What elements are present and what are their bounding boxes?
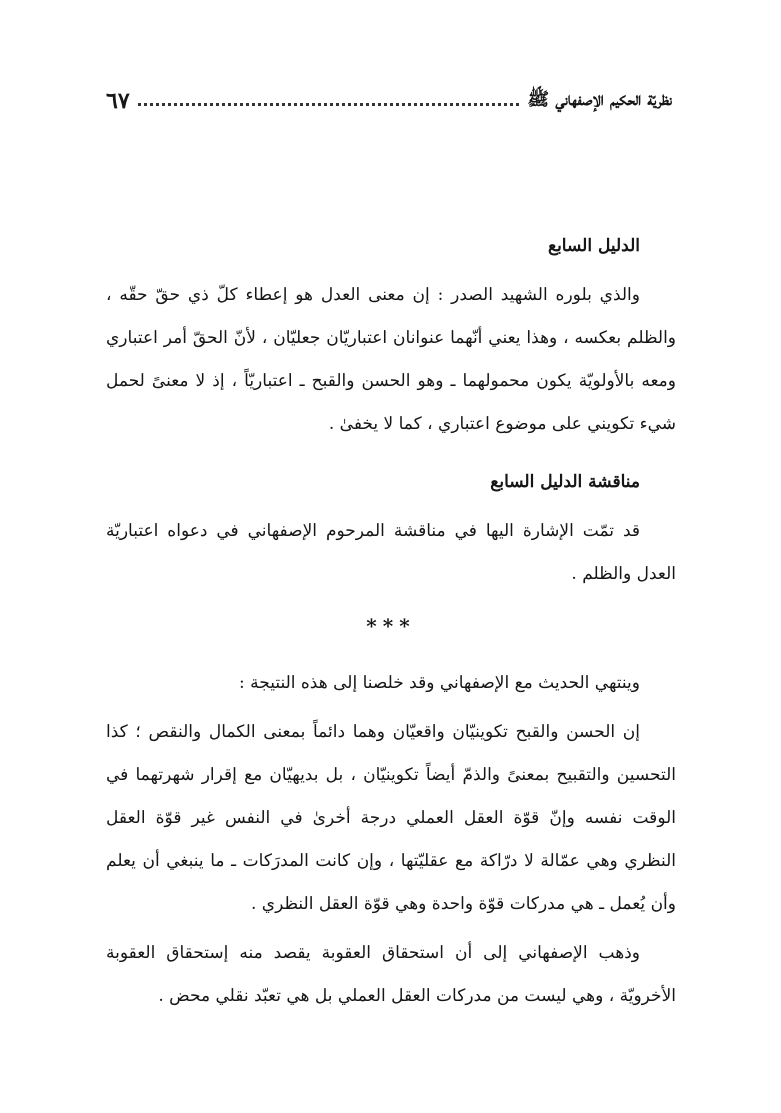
running-title: نظريّة الحكيم الإصفهاني ﷺ (527, 89, 672, 110)
conclusion-paragraph-2: وذهب الإصفهاني إلى أن استحقاق العقوبة يقصد منه إستحقاق العقوبة الأخرويّة ، وهي ليست من مدركات العقل العملي بل هي تعبّد نقلي محض . (106, 943, 676, 1006)
conclusion-intro: وينتهي الحديث مع الإصفهاني وقد خلصنا إلى هذه النتيجة : (238, 673, 640, 693)
paragraph-discussion: قد تمّت الإشارة اليها في مناقشة المرحوم الإصفهاني في دعواه اعتباريّة العدل والظلم . (106, 521, 676, 584)
section-heading-seventh-proof: الدليل السابع (548, 236, 640, 256)
paragraph-seventh-proof: والذي بلوره الشهيد الصدر : إن معنى العدل هو إعطاء كلّ ذي حقّ حقّه ، والظلم بعكسه ، وهذا يعني أنّهما عنوانان اعتباريّان جعليّان ، لأنّ الحقّ أمر اعتباري ومعه بالأولويّة يكون محمولهما ـ وهو الحسن والقبح ـ اعتباريّاً ، إذ لا معنىً لحمل شيء تكويني على موضوع اعتباري ، كما لا يخفىٰ . (106, 285, 676, 434)
page-number: ٦٧ (106, 88, 130, 114)
page-body (106, 236, 676, 1018)
section-heading-discussion: مناقشة الدليل السابع (490, 472, 640, 492)
conclusion-paragraph-1: إن الحسن والقبح تكوينيّان واقعيّان وهما دائماً بمعنى الكمال والنقص ؛ كذا التحسين والتقبيح بمعنىً والذمّ أيضاً تكوينيّان ، بل بديهيّان مع إقرار شهرتهما في الوقت نفسه وإنّ قوّة العقل العملي درجة أخرىٰ في النفس غير قوّة العقل النظري وهي عمّالة لا درّاكة مع عقليّتها ، وإن كانت المدرَكات ـ ما ينبغي أن يعلم وأن يُعمل ـ هي مدركات قوّة واحدة وهي قوّة العقل النظري . (106, 722, 676, 914)
section-separator: *** (366, 614, 416, 638)
page-header (106, 84, 672, 118)
dotted-leader (138, 103, 520, 106)
